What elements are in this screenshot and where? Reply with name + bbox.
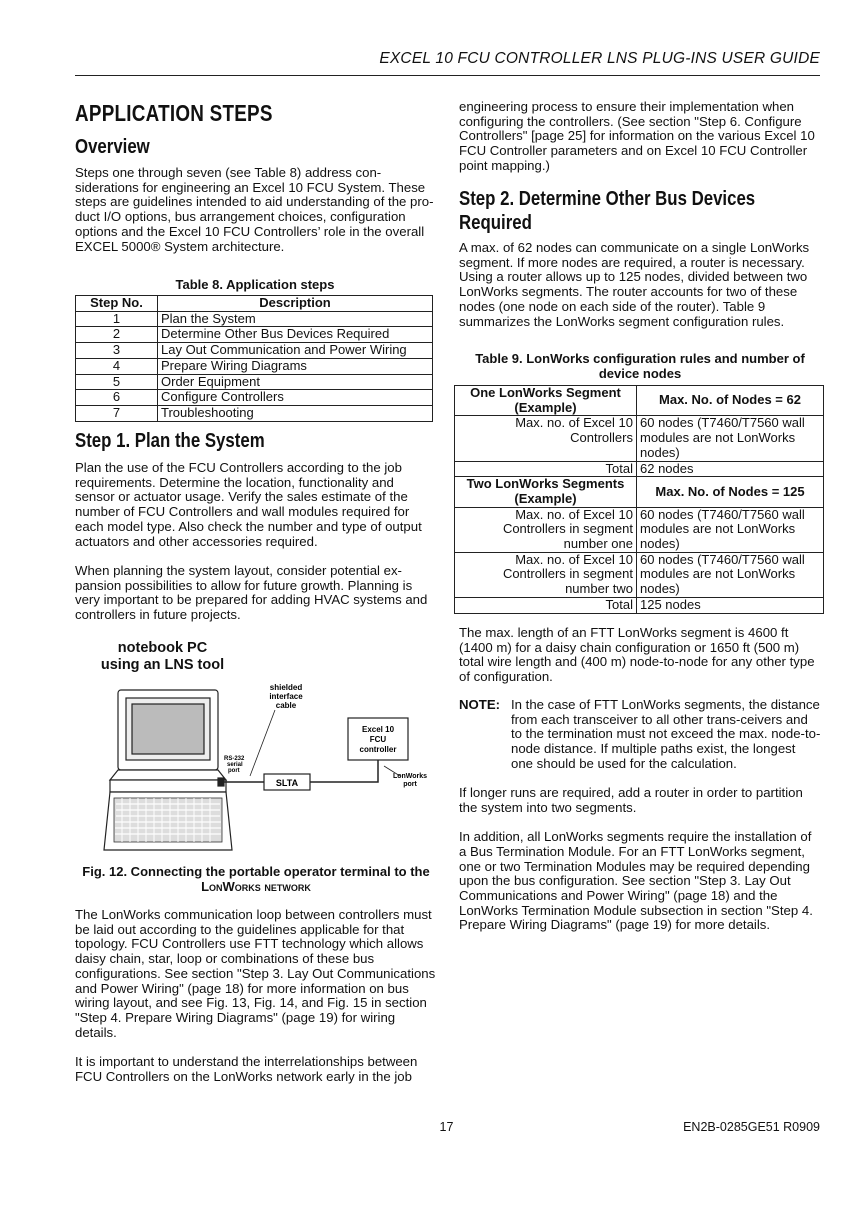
cell: 60 nodes (T7460/T7560 wall modules are not LonWorks nodes): [637, 552, 824, 597]
controller-label-3: controller: [359, 745, 397, 754]
rs232-label-3: port: [228, 768, 240, 774]
cell: 3: [76, 343, 158, 359]
termination-paragraph: In addition, all LonWorks segments require the installation of a Bus Termination Module. For an FTT LonWorks segment, one or two Termination Modules may be required depending upon the bus configuration. See section "Step 3. Lay Out Communications and Power Wiring" (page 18) and the LonWorks Termination Module subsection in section "Step 4. Prepare Wiring Diagrams" (page 19) for more details.: [459, 829, 813, 933]
figure-title-line: notebook PC: [117, 640, 208, 656]
step2-heading-line: Step 2. Determine Other Bus Devices: [459, 187, 756, 210]
lonworks-paragraph-2: It is important to understand the interrelationships between FCU Controllers on the LonWorks network early in the job: [75, 1054, 418, 1084]
table9-caption: [459, 351, 821, 381]
table-row: [76, 327, 433, 343]
table9-header-right: Max. No. of Nodes = 125: [637, 477, 824, 507]
laptop-icon: [104, 690, 232, 850]
step1-heading: Step 1. Plan the System: [75, 429, 265, 452]
cell: Total: [455, 461, 637, 477]
cable-label-2: interface: [269, 692, 303, 701]
table8-header-desc: Description: [158, 296, 433, 312]
slta-label: SLTA: [275, 778, 299, 788]
cell: Prepare Wiring Diagrams: [158, 358, 433, 374]
table9: [454, 385, 824, 614]
table-row: [76, 405, 433, 421]
laptop-diagram: [100, 680, 440, 860]
step1-paragraph-1: Plan the use of the FCU Controllers according to the job requirements. Determine the location, functionality and sensor or actuator usage. Verify the sales estimate of the number of FCU Controllers and wall modules required for each model type. Also check the number and type of output actuators and other accessories required.: [75, 460, 422, 549]
table9-caption-line: device nodes: [598, 366, 682, 381]
figure-caption-line: LonWorks network: [201, 879, 311, 894]
table-row: [455, 597, 824, 613]
table8: [75, 295, 433, 422]
cell: Lay Out Communication and Power Wiring: [158, 343, 433, 359]
cell: Configure Controllers: [158, 390, 433, 406]
cell: Troubleshooting: [158, 405, 433, 421]
table-row: [455, 461, 824, 477]
cell: 60 nodes (T7460/T7560 wall modules are not LonWorks nodes): [637, 507, 824, 552]
note-block: [459, 698, 821, 772]
table-row: [455, 552, 824, 597]
cell: Determine Other Bus Devices Required: [158, 327, 433, 343]
page-number: 17: [439, 1120, 454, 1134]
table8-caption: Table 8. Application steps: [175, 277, 335, 292]
table9-caption-line: Table 9. LonWorks configuration rules and number of: [475, 351, 805, 366]
figure-caption: [75, 864, 437, 894]
continued-paragraph: engineering process to ensure their implementation when configuring the controllers. (See section "Step 6. Configure Controllers" [page 25] for information on the various Excel 10 FCU Controller parameters and on Excel 10 FCU Controller point mapping.): [459, 99, 815, 173]
cell: Order Equipment: [158, 374, 433, 390]
cable-label-1: shielded: [269, 683, 303, 692]
step2-paragraph: A max. of 62 nodes can communicate on a single LonWorks segment. If more nodes are required, a router is necessary. Using a router allows up to 125 nodes, divided between two LonWorks segments. The router accounts for two of these nodes (one node on each side of the router). Table 9 summarizes the LonWorks segment configuration rules.: [459, 240, 810, 329]
lonport-label-2: port: [403, 781, 417, 788]
overview-paragraph: Steps one through seven (see Table 8) address con-siderations for engineering an Excel 10 FCU System. These steps are guidelines intended to aid understanding of the pro-duct I/O options, bus arrangement choices, configuration options and the Excel 10 FCU Controllers’ role in the overall EXCEL 5000® System architecture.: [75, 165, 434, 254]
controller-label-2: FCU: [369, 735, 387, 744]
rs232-label-2: serial: [227, 762, 243, 768]
table8-header-step: Step No.: [76, 296, 158, 312]
router-paragraph: If longer runs are required, add a router in order to partition the system into two segments.: [459, 785, 803, 815]
table-row: [76, 358, 433, 374]
table-row: [76, 374, 433, 390]
cell: 4: [76, 358, 158, 374]
table-row: [76, 311, 433, 327]
document-id: EN2B-0285GE51 R0909: [683, 1120, 820, 1134]
section-heading: APPLICATION STEPS: [75, 100, 273, 126]
header-rule: [75, 75, 820, 76]
cell: 60 nodes (T7460/T7560 wall modules are not LonWorks nodes): [637, 416, 824, 461]
cell: 62 nodes: [637, 461, 824, 477]
controller-label-1: Excel 10: [361, 725, 395, 734]
cell: Max. no. of Excel 10 Controllers in segment number one: [455, 507, 637, 552]
note-label: NOTE:: [459, 697, 501, 712]
figure-caption-line: Fig. 12. Connecting the portable operator terminal to the: [82, 864, 430, 879]
step2-heading: [459, 187, 755, 235]
table9-header-right: Max. No. of Nodes = 62: [637, 386, 824, 416]
table-row: [76, 390, 433, 406]
table-row: [455, 386, 824, 416]
table-row: [455, 477, 824, 507]
lonworks-paragraph-1: The LonWorks communication loop between controllers must be laid out according to the guidelines applicable for that topology. FCU Controllers use FTT technology which allows daisy chain, star, loop or combinations of these bus configurations. See section "Step 3. Lay Out Communications and Power Wiring" (page 18) for more information on bus wiring layout, and see Fig. 13, Fig. 14, and Fig. 15 in section "Step 4. Prepare Wiring Diagrams" (page 19) for wiring details.: [75, 907, 436, 1040]
cell: Max. no. of Excel 10 Controllers in segment number two: [455, 552, 637, 597]
table-row: [455, 507, 824, 552]
figure-title: [75, 640, 250, 674]
cell: 7: [76, 405, 158, 421]
cell: 2: [76, 327, 158, 343]
cell: 1: [76, 311, 158, 327]
table9-header-left: Two LonWorks Segments (Example): [455, 477, 637, 507]
ftt-paragraph: The max. length of an FTT LonWorks segment is 4600 ft (1400 m) for a daisy chain configuration or 1650 ft (500 m) total wire length and (400 m) node-to-node for any other type of configuration.: [459, 625, 815, 685]
cell: 6: [76, 390, 158, 406]
cell: Plan the System: [158, 311, 433, 327]
rs232-label-1: RS-232: [224, 756, 245, 762]
cell: Total: [455, 597, 637, 613]
table-row: [76, 343, 433, 359]
overview-heading: Overview: [75, 135, 150, 158]
figure-title-line: using an LNS tool: [100, 657, 225, 673]
cell: Max. no. of Excel 10 Controllers: [455, 416, 637, 461]
cell: 125 nodes: [637, 597, 824, 613]
table9-header-left: One LonWorks Segment (Example): [455, 386, 637, 416]
step2-heading-line: Required: [459, 211, 532, 234]
table-row: [455, 416, 824, 461]
step1-paragraph-2: When planning the system layout, consider potential ex-pansion possibilities to allow for future growth. Planning is very important to be prepared for adding HVAC systems and controllers in future projects.: [75, 562, 428, 623]
note-text: In the case of FTT LonWorks segments, the distance from each transceiver to all other trans-ceivers and to the termination must not exceed the max. node-to-node distance. If multiple paths exist, the longest one should be used for the calculation.: [511, 697, 821, 771]
cell: 5: [76, 374, 158, 390]
cable-label-3: cable: [275, 701, 297, 710]
lonport-label-1: LonWorks: [392, 773, 428, 780]
running-header: EXCEL 10 FCU CONTROLLER LNS PLUG-INS USER GUIDE: [379, 50, 820, 67]
